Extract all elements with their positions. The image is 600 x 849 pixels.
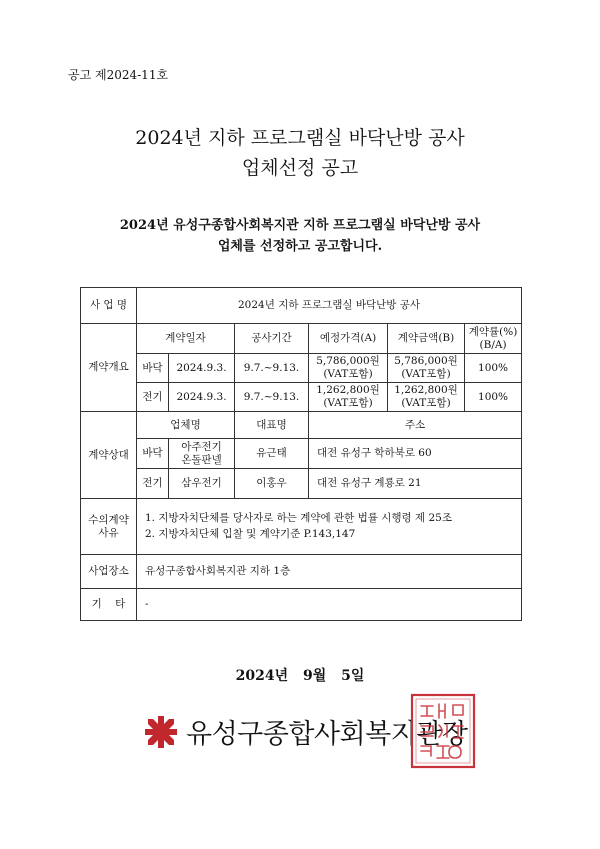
header-contract-rate: 계약률(%) (B/A) xyxy=(465,324,522,354)
reason-line-1: 1. 지방자치단체를 당사자로 하는 계약에 관한 법률 시행령 제 25조 xyxy=(145,512,452,525)
overview-est-price xyxy=(309,354,388,383)
table-row xyxy=(81,469,522,499)
overview-contract-price xyxy=(388,354,465,383)
location-value: 유성구종합사회복지관 지하 1층 xyxy=(137,555,522,589)
contract-price-value: 1,262,800원 xyxy=(394,384,458,397)
location-label: 사업장소 xyxy=(81,555,137,589)
overview-rate: 100% xyxy=(465,383,522,412)
project-value: 2024년 지하 프로그램실 바닥난방 공사 xyxy=(137,288,522,324)
overview-date: 2024.9.3. xyxy=(169,383,235,412)
table-row xyxy=(81,439,522,469)
etc-value: - xyxy=(137,589,522,621)
notice-number: 공고 제2024-11호 xyxy=(68,68,169,82)
reason-label: 수의계약 사유 xyxy=(81,499,137,555)
header-representative: 대표명 xyxy=(235,412,309,439)
est-price-note: (VAT포함) xyxy=(323,368,373,380)
overview-period: 9.7.~9.13. xyxy=(235,354,309,383)
project-label: 사 업 명 xyxy=(81,288,137,324)
est-price-value: 1,262,800원 xyxy=(316,384,380,397)
header-construction-period: 공사기간 xyxy=(235,324,309,354)
contractor-rep: 유근태 xyxy=(235,439,309,469)
caritas-logo-icon xyxy=(144,715,178,749)
contractor-company: 삼우전기 xyxy=(169,469,235,499)
official-seal-icon xyxy=(409,692,477,770)
table-row xyxy=(81,354,522,383)
etc-label: 기 타 xyxy=(81,589,137,621)
contract-price-note: (VAT포함) xyxy=(401,368,451,380)
announcement-date: 2024년 9월 5일 xyxy=(235,668,365,684)
contractor-address: 대전 유성구 학하북로 60 xyxy=(309,439,522,469)
organization-name: 유성구종합사회복지관장 xyxy=(186,719,468,750)
subtitle-line-1: 2024년 유성구종합사회복지관 지하 프로그램실 바닥난방 공사 xyxy=(119,218,481,233)
contractor-label: 계약상대 xyxy=(81,412,137,499)
contractor-category: 바닥 xyxy=(137,439,169,469)
overview-category: 바닥 xyxy=(137,354,169,383)
table-row xyxy=(81,383,522,412)
title-line-1: 2024년 지하 프로그램실 바닥난방 공사 xyxy=(135,127,465,149)
est-price-value: 5,786,000원 xyxy=(316,355,380,368)
header-address: 주소 xyxy=(309,412,522,439)
header-estimated-price: 예정가격(A) xyxy=(309,324,388,354)
est-price-note: (VAT포함) xyxy=(323,397,373,409)
overview-rate: 100% xyxy=(465,354,522,383)
overview-est-price xyxy=(309,383,388,412)
contractor-address: 대전 유성구 계룡로 21 xyxy=(309,469,522,499)
subtitle-line-2: 업체를 선정하고 공고합니다. xyxy=(217,239,383,254)
contract-price-note: (VAT포함) xyxy=(401,397,451,409)
header-company: 업체명 xyxy=(137,412,235,439)
notice-table xyxy=(80,287,522,621)
contract-overview-label: 계약개요 xyxy=(81,324,137,412)
header-contract-amount: 계약금액(B) xyxy=(388,324,465,354)
overview-contract-price xyxy=(388,383,465,412)
contract-price-value: 5,786,000원 xyxy=(394,355,458,368)
header-contract-date: 계약일자 xyxy=(137,324,235,354)
overview-date: 2024.9.3. xyxy=(169,354,235,383)
title-line-2: 업체선정 공고 xyxy=(241,157,359,179)
overview-period: 9.7.~9.13. xyxy=(235,383,309,412)
reason-value xyxy=(137,499,522,555)
overview-category: 전기 xyxy=(137,383,169,412)
contractor-category: 전기 xyxy=(137,469,169,499)
contractor-company: 아주전기 온돌판넬 xyxy=(169,439,235,469)
reason-line-2: 2. 지방자치단체 입찰 및 계약기준 P.143,147 xyxy=(145,528,356,540)
contractor-rep: 이홍우 xyxy=(235,469,309,499)
